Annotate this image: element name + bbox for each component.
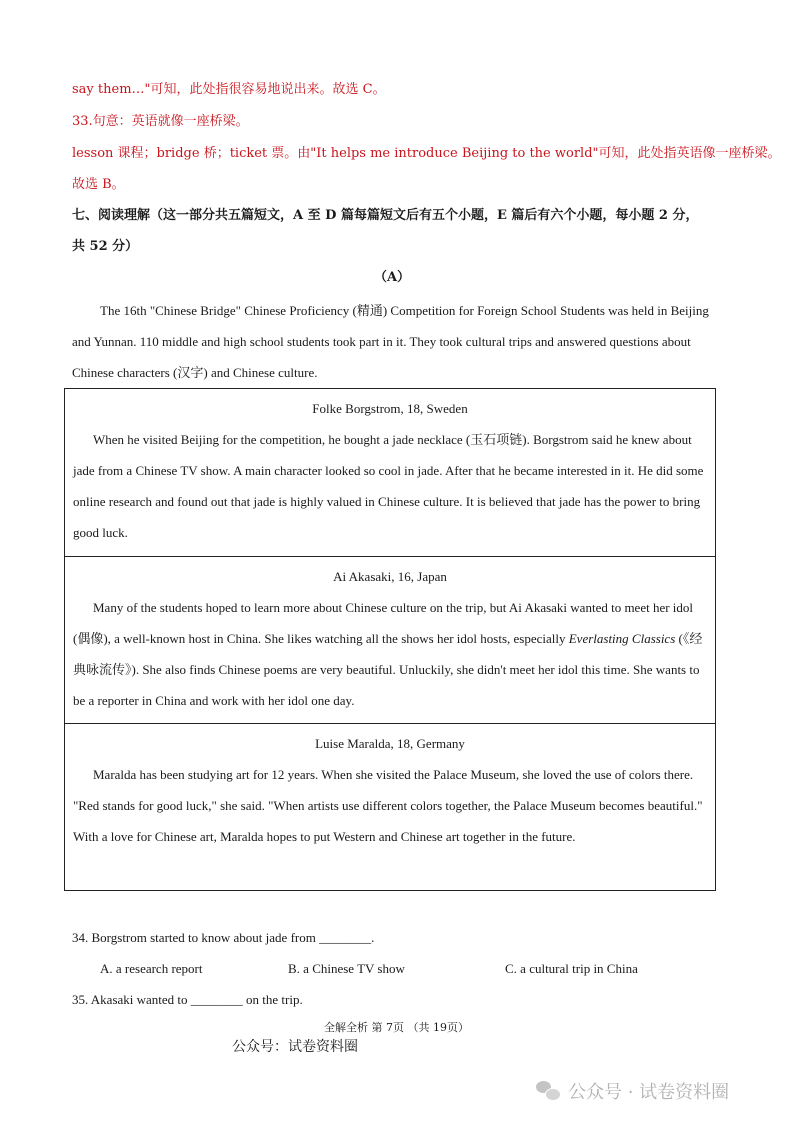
- profile-name: Ai Akasaki, 16, Japan: [333, 569, 447, 584]
- profile-text: Maralda has been studying art for 12 years. When she visited the Palace Museum, she loved the use of colors there. "Red stands for good luck," she said. "When artists use different colors together, the Palace Museum becomes beautiful." With a love for Chinese art, Maralda hopes to put Western and Chinese art together in the future.: [73, 767, 703, 844]
- wechat-icon: [536, 1081, 560, 1101]
- passage-label: （A）: [373, 270, 411, 285]
- profile-maralda: [65, 724, 715, 890]
- question-34: 34. Borgstrom started to know about jade from ________.: [72, 930, 375, 945]
- show-title: Everlasting Classics: [568, 631, 676, 646]
- page-footer: 全解全析 第 7页 （共 19页）: [324, 1021, 469, 1034]
- account-label: 公众号：试卷资料圈: [232, 1039, 358, 1055]
- answer-line: say them…"可知，此处指很容易地说出来。故选 C。: [72, 82, 386, 97]
- profile-borgstrom: [65, 389, 715, 557]
- profile-text: [73, 592, 707, 716]
- profile-akasaki: [65, 557, 715, 724]
- profile-text-part1: Many of the students hoped to learn more about Chinese culture on the trip, but Ai Akasaki wanted to meet her idol (偶像), a well-known host in China. She likes watching all the shows her idol hosts, especially: [73, 600, 694, 646]
- q33-title: 33.句意：英语就像一座桥梁。: [72, 114, 249, 129]
- profile-text: When he visited Beijing for the competition, he bought a jade necklace (玉石项链). Borgstrom said he knew about jade from a Chinese TV show. A main character looked so cool in jade. After that he became interested in it. He did some online research and found out that jade is highly valued in Chinese culture. It is believed that jade has the power to bring good luck.: [73, 432, 704, 540]
- profile-name: Folke Borgstrom, 18, Sweden: [312, 401, 468, 416]
- intro-paragraph: The 16th "Chinese Bridge" Chinese Proficiency (精通) Competition for Foreign School Students was held in Beijing and Yunnan. 110 middle and high school students took part in it. They took cultural trips and answered questions about Chinese characters (汉字) and Chinese culture.: [72, 303, 709, 380]
- watermark: [536, 1078, 729, 1104]
- section-heading-line1: 七、阅读理解（这一部分共五篇短文，A 至 D 篇每篇短文后有五个小题，E 篇后有六个小题，每小题 2 分，: [72, 208, 699, 223]
- q34-option-b: B. a Chinese TV show: [288, 961, 405, 976]
- profile-text-part2: (《经典咏流传》). She also finds Chinese poems are very beautiful. Unluckily, she didn't meet her idol this time. She wants to be a reporter in China and work with her idol one day.: [73, 631, 703, 708]
- q33-choice: 故选 B。: [72, 177, 125, 192]
- q33-explanation: lesson 课程；bridge 桥；ticket 票。由"It helps me introduce Beijing to the world"可知，此处指英语像一座桥梁。: [72, 146, 781, 161]
- section-heading-line2: 共 52 分）: [72, 239, 139, 254]
- q34-option-a: A. a research report: [100, 961, 203, 976]
- q34-option-c: C. a cultural trip in China: [505, 961, 638, 976]
- profile-name: Luise Maralda, 18, Germany: [315, 736, 465, 751]
- profiles-table: [64, 388, 716, 891]
- question-35: 35. Akasaki wanted to ________ on the trip.: [72, 992, 303, 1007]
- watermark-text: 公众号 · 试卷资料圈: [568, 1082, 730, 1103]
